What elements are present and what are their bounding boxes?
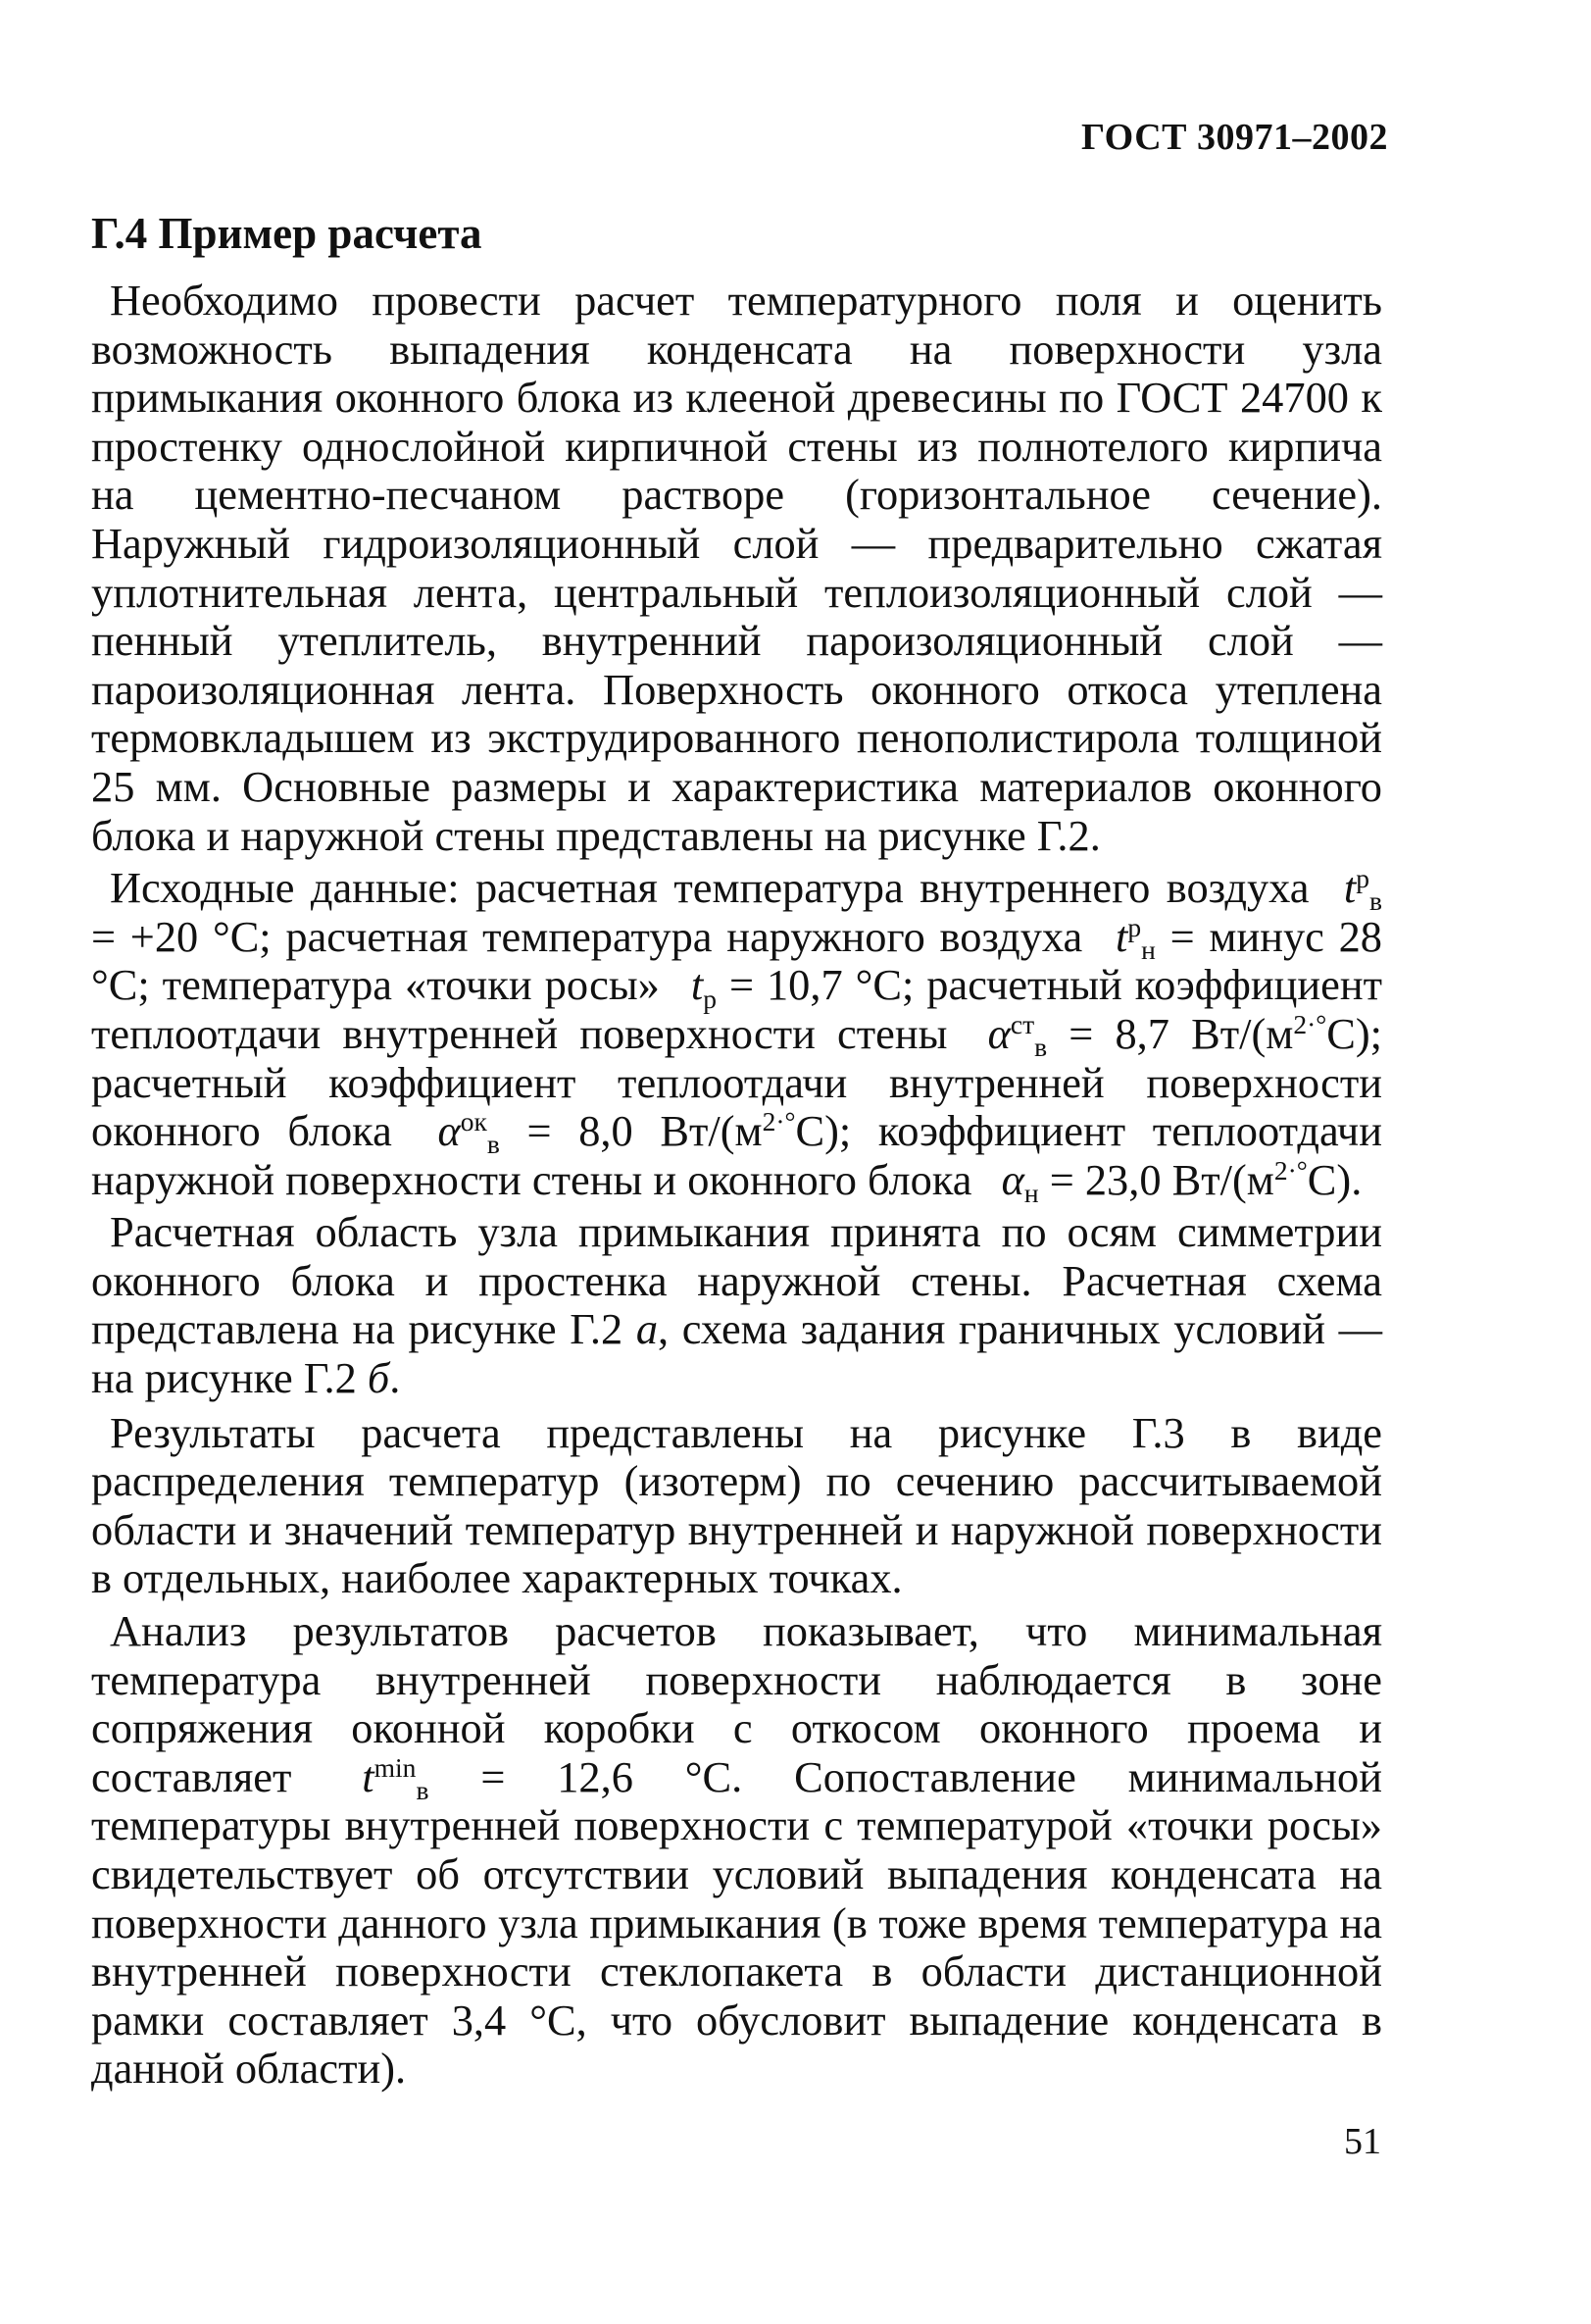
section-title: Г.4 Пример расчета — [91, 209, 482, 258]
paragraph-analysis: Анализ результатов расчетов показывает, что минимальная температура внутренней поверхности наблюдается в зоне сопряжения оконной коробки с откосом оконного проема и составляет $t^{min}_в = 12,6$ °С. Сопоставление минимальной температуры внутренней поверхности с температурой «точки росы» свидетельствует об отсутствии условий выпадения конденсата на поверхности данного узла примыкания (в тоже время температура на внутренней поверхности стеклопакета в области дистанционной рамки составляет 3,4 °С, что обусловит выпадение конденсата в данной области). — [91, 1606, 1382, 2094]
page-number: 51 — [1344, 2121, 1381, 2162]
paragraph-task: Необходимо провести расчет температурного поля и оценить возможность выпадения конденсата на поверхности узла примыкания оконного блока из клееной древесины по ГОСТ 24700 к простенку однослойной кирпичной стены из полнотелого кирпича на цементно-песчаном растворе (горизонтальное сечение). Наружный гидроизоляционный слой — предварительно сжатая уплотнительная лента, центральный теплоизоляционный слой — пенный утеплитель, внутренний пароизоляционный слой — пароизоляционная лента. Поверхность оконного откоса утеплена термовкладышем из экструдированного пенополистирола толщиной 25 мм. Основные размеры и характеристика материалов оконного блока и наружной стены представлены на рисунке Г.2. — [91, 276, 1382, 860]
paragraph-calculation-scheme: Расчетная область узла примыкания принята по осям симметрии оконного блока и простенка наружной стены. Расчетная схема представлена на рисунке Г.2 а, схема задания граничных условий — на рисунке Г.2 б. — [91, 1207, 1382, 1403]
unit-superscript: 2·° — [762, 1105, 796, 1137]
symbol-t-min: $t^{min}_в$ — [362, 1751, 429, 1806]
unit-superscript: 2·° — [1293, 1008, 1327, 1039]
symbol-t-outer-air: $t^р_н$ — [1115, 911, 1156, 965]
symbol-t-inner-air: $t^р_в$ — [1343, 863, 1382, 917]
symbol-alpha-window: $\alpha^{ок}_в$ — [437, 1105, 500, 1160]
symbol-alpha-wall: $\alpha^{ст}_в$ — [987, 1008, 1048, 1063]
body-text — [91, 277, 1382, 2094]
symbol-t-dew-point: $t_р$ — [690, 960, 717, 1014]
document-code: ГОСТ 30971–2002 — [1080, 117, 1388, 158]
paragraph-input-data: Исходные данные: расчетная температура внутреннего воздуха $t^р_в = +20$ °С; расчетная температура наружного воздуха $t^р_н$ = минус 28 °С; температура «точки росы» $t_р = 10,7$ °С; расчетный коэффициент теплоотдачи внутренней поверхности стены $\alpha^{ст}_в = 8,7$ $Вт/(м^{2\cdot^\circ}С)$; расчетный коэффициент теплоотдачи внутренней поверхности оконного блока $\alpha^{ок}_в = 8,0$ $Вт/(м^{2\cdot^\circ}С)$; коэффициент теплоотдачи наружной поверхности стены и оконного блока $\alpha_н = 23,0$ $Вт/(м^{2\cdot^\circ}С)$. — [91, 863, 1383, 1208]
symbol-alpha-outer: $\alpha_н$ — [1001, 1154, 1039, 1208]
unit-superscript: 2·° — [1273, 1154, 1308, 1186]
paragraph-results: Результаты расчета представлены на рисунке Г.3 в виде распределения температур (изотерм) по сечению рассчитываемой области и значений температур внутренней и наружной поверхности в отдельных, наиболее характерных точках. — [91, 1407, 1382, 1603]
